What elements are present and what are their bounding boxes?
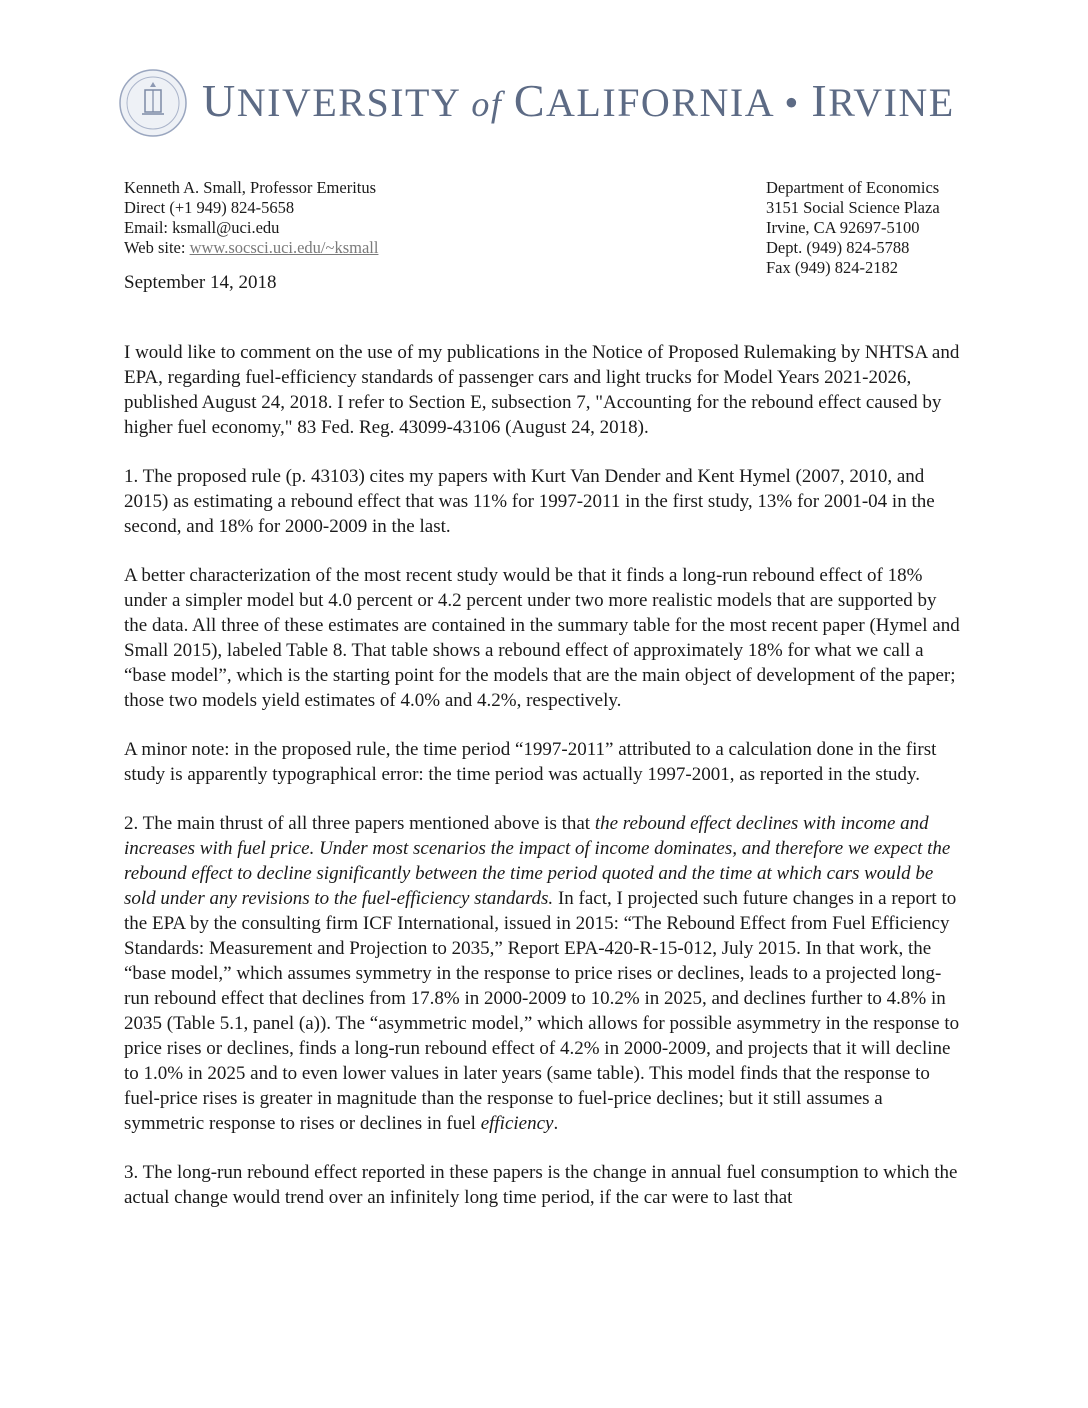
paragraph-minor-note: A minor note: in the proposed rule, the time period “1997-2011” attributed to a calculation done in the first study is apparently typographical error: the time period was actually 1997-2001, as reported in the study. [124, 739, 937, 785]
paragraph-3: 3. The long-run rebound effect reported in these papers is the change in annual fuel consumption to which the actual change would trend over an infinitely long time period, if the car were to last that [124, 1162, 958, 1208]
sender-website: Web site: www.socsci.uci.edu/~ksmall [124, 238, 379, 257]
letterhead [118, 64, 978, 144]
website-link[interactable]: www.socsci.uci.edu/~ksmall [189, 238, 379, 257]
department-city: Irvine, CA 92697-5100 [766, 218, 920, 237]
sender-name: Kenneth A. Small, Professor Emeritus [124, 178, 377, 197]
department-name: Department of Economics [766, 178, 940, 197]
department-fax: Fax (949) 824-2182 [766, 258, 898, 277]
uc-seal-icon [118, 68, 188, 138]
sender-email: Email: ksmall@uci.edu [124, 218, 280, 237]
letter-body [124, 340, 962, 1234]
university-name: UNIVERSITY of CALIFORNIA • IRVINE [202, 75, 955, 126]
sender-phone: Direct (+1 949) 824-5658 [124, 198, 295, 217]
paragraph-2: 2. The main thrust of all three papers mentioned above is that the rebound effect declines with income and increases with fuel price. Under most scenarios the impact of income dominates, and therefore we expect the rebound effect to decline significantly between the time period quoted and the time at which cars would be sold under any revisions to the fuel-efficiency standards. In fact, I projected such future changes in a report to the EPA by the consulting firm ICF International, issued in 2015: “The Rebound Effect from Fuel Efficiency Standards: Measurement and Projection to 2035,” Report EPA-420-R-15-012, July 2015. In that work, the “base model,” which assumes symmetry in the response to price rises or declines, leads to a projected long-run rebound effect that declines from 17.8% in 2000-2009 to 10.2% in 2025, and declines further to 4.8% in 2035 (Table 5.1, panel (a)). The “asymmetric model,” which allows for possible asymmetry in the response to price rises or declines, finds a long-run rebound effect of 4.2% in 2000-2009, and projects that it will decline to 1.0% in 2025 and to even lower values in later years (same table). This model finds that the response to fuel-price rises is greater in magnitude than the response to fuel-price declines; but it still assumes a symmetric response to rises or declines in fuel efficiency. [124, 813, 960, 1134]
paragraph-1: 1. The proposed rule (p. 43103) cites my papers with Kurt Van Dender and Kent Hymel (2007, 2010, and 2015) as estimating a rebound effect that was 11% for 1997-2011 in the first study, 13% for 2001-04 in the second, and 18% for 2000-2009 in the last. [124, 466, 935, 537]
department-phone: Dept. (949) 824-5788 [766, 238, 910, 257]
paragraph-characterization: A better characterization of the most recent study would be that it finds a long-run rebound effect of 18% under a simpler model but 4.0 percent or 4.2 percent under two more realistic models that are supported by the data. All three of these estimates are contained in the summary table for the most recent paper (Hymel and Small 2015), labeled Table 8. That table shows a rebound effect of approximately 18% for what we call a “base model”, which is the starting point for the models that are the main object of development of the paper; those two models yield estimates of 4.0% and 4.2%, respectively. [124, 565, 960, 711]
department-block [766, 178, 940, 278]
department-street: 3151 Social Science Plaza [766, 198, 940, 217]
letter-date: September 14, 2018 [124, 272, 277, 293]
sender-block [124, 178, 378, 258]
paragraph-intro: I would like to comment on the use of my publications in the Notice of Proposed Rulemaking by NHTSA and EPA, regarding fuel-efficiency standards of passenger cars and light trucks for Model Years 2021-2026, published August 24, 2018. I refer to Section E, subsection 7, "Accounting for the rebound effect caused by higher fuel economy," 83 Fed. Reg. 43099-43106 (August 24, 2018). [124, 342, 960, 438]
